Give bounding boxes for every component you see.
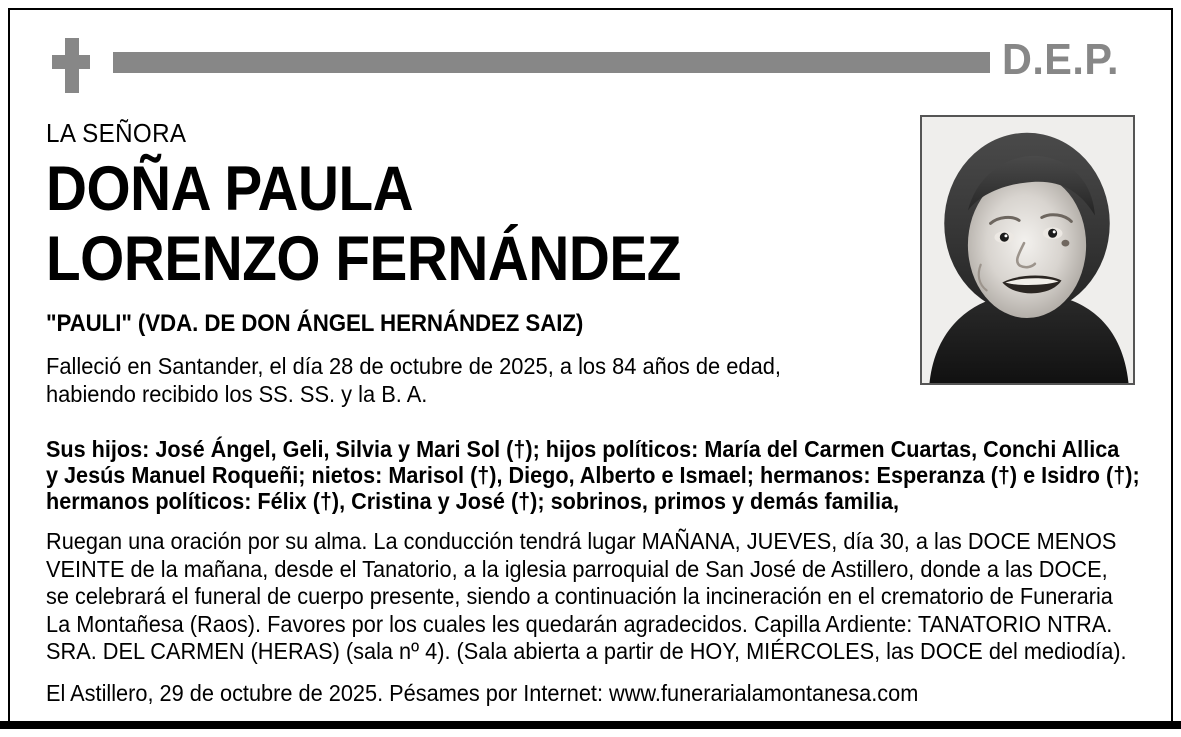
service-details	[46, 528, 1127, 666]
service-line4: La Montañesa (Raos). Favores por los cuales les quedarán agradecidos. Capilla Ardiente: TANATORIO NTRA.	[46, 610, 1113, 637]
deceased-alias: "PAULI" (VDA. DE DON ÁNGEL HERNÁNDEZ SAIZ)	[46, 310, 584, 337]
family-line2: y Jesús Manuel Roqueñi; nietos: Marisol (†), Diego, Alberto e Ismael; hermanos: Esperanza (†) e Isidro (†);	[46, 462, 1140, 488]
notice-header	[0, 0, 1181, 105]
family-list	[46, 436, 1140, 514]
notice-body	[46, 436, 1140, 707]
family-line3: hermanos políticos: Félix (†), Cristina y José (†); sobrinos, primos y demás familia,	[46, 488, 900, 514]
frame-border-left	[8, 8, 10, 721]
kicker-label: LA SEÑORA	[46, 118, 187, 148]
frame-border-bottom	[0, 721, 1181, 729]
service-line5: SRA. DEL CARMEN (HERAS) (sala nº 4). (Sala abierta a partir de HOY, MIÉRCOLES, las DOCE del mediodía).	[46, 638, 1127, 664]
cross-horizontal-bar	[52, 55, 90, 69]
service-line2: VEINTE de la mañana, desde el Tanatorio, a la iglesia parroquial de San José de Astillero, donde a las DOCE,	[46, 555, 1108, 582]
deceased-name-line2: LORENZO FERNÁNDEZ	[46, 224, 681, 294]
family-line1: Sus hijos: José Ángel, Geli, Silvia y Mari Sol (†); hijos políticos: María del Carmen Cuartas, Conchi Allica	[46, 436, 1120, 462]
portrait-photo	[920, 115, 1135, 385]
closing-line: El Astillero, 29 de octubre de 2025. Pésames por Internet: www.funerarialamontanesa.com	[46, 679, 919, 706]
dep-abbreviation: D.E.P.	[1002, 35, 1120, 84]
header-rule	[113, 52, 990, 73]
death-info-line2: habiendo recibido los SS. SS. y la B. A.	[46, 381, 428, 407]
portrait-image	[922, 117, 1133, 383]
death-info-line1: Falleció en Santander, el día 28 de octubre de 2025, a los 84 años de edad,	[46, 353, 781, 379]
latin-cross-icon	[52, 38, 90, 93]
deceased-name-line1: DOÑA PAULA	[46, 154, 414, 224]
service-line1: Ruegan una oración por su alma. La conducción tendrá lugar MAÑANA, JUEVES, día 30, a las DOCE MENOS	[46, 528, 1117, 554]
death-info	[46, 352, 863, 408]
service-line3: se celebrará el funeral de cuerpo presente, siendo a continuación la incineración en el crematorio de Funeraria	[46, 583, 1113, 609]
frame-border-right	[1171, 8, 1173, 721]
deceased-block	[46, 118, 906, 408]
